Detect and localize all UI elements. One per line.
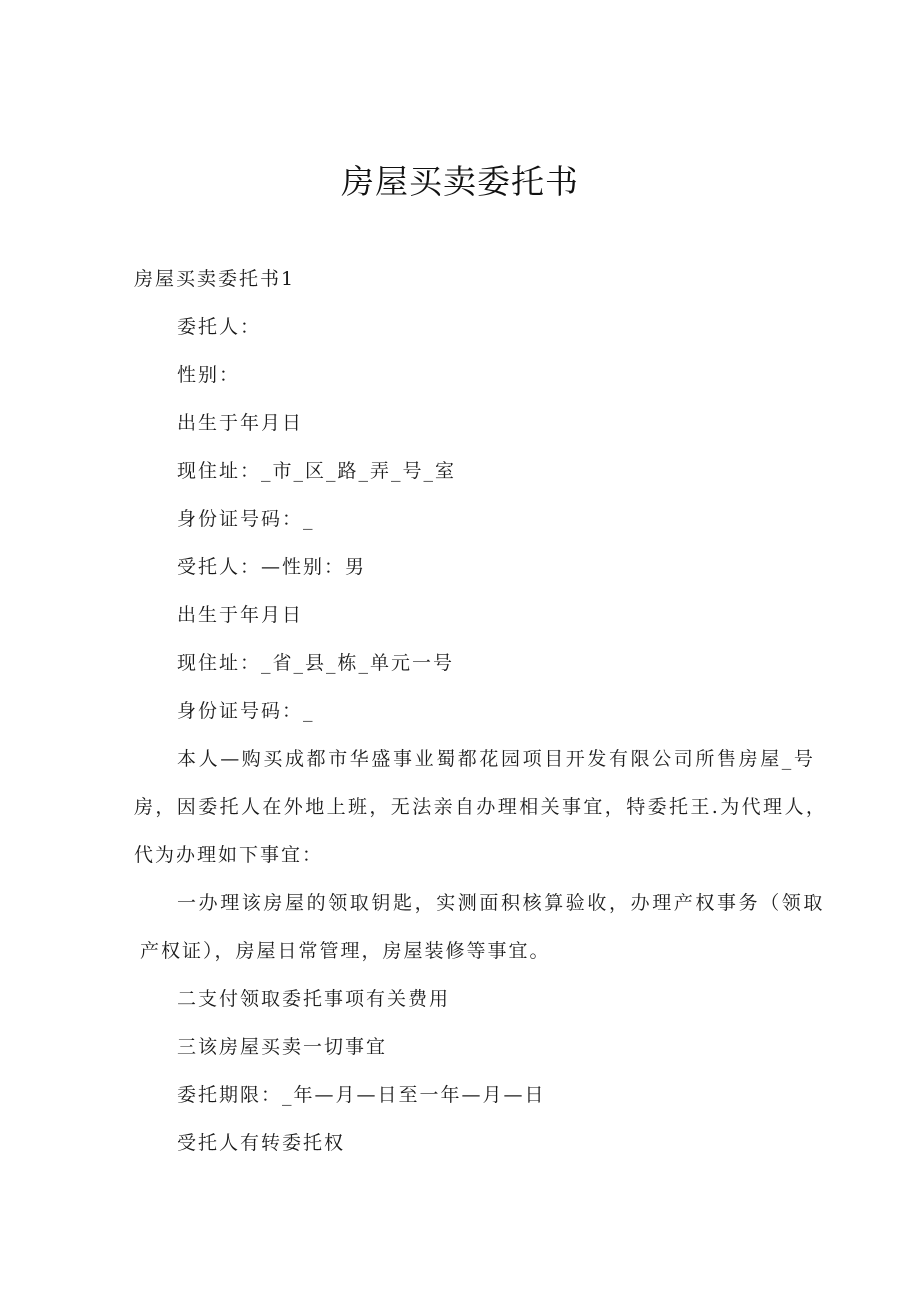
paragraph-line: 本人—购买成都市华盛事业蜀都花园项目开发有限公司所售房屋_号 bbox=[177, 748, 816, 770]
principal-gender-label: 性别： bbox=[177, 364, 241, 386]
agent-line: 受托人：—性别：男 bbox=[177, 556, 367, 578]
agent-address-line: 现住址：_省_县_栋_单元一号 bbox=[177, 652, 455, 674]
agent-id-line: 身份证号码：_ bbox=[177, 700, 315, 722]
paragraph-line: 房，因委托人在外地上班，无法亲自办理相关事宜，特委托王.为代理人， bbox=[134, 796, 828, 818]
principal-id-line: 身份证号码：_ bbox=[177, 508, 315, 530]
period-line: 委托期限：_年—月—日至一年—月—日 bbox=[177, 1084, 546, 1106]
paragraph-line: 代为办理如下事宜： bbox=[134, 844, 324, 866]
document-title: 房屋买卖委托书 bbox=[341, 162, 579, 201]
document-subtitle: 房屋买卖委托书1 bbox=[134, 268, 296, 290]
principal-label: 委托人： bbox=[177, 316, 262, 338]
item-one-line: 产权证），房屋日常管理，房屋装修等事宜。 bbox=[140, 940, 551, 962]
item-two-line: 二支付领取委托事项有关费用 bbox=[177, 988, 451, 1010]
agent-birth-line: 出生于年月日 bbox=[177, 604, 304, 626]
item-three-line: 三该房屋买卖一切事宜 bbox=[177, 1036, 388, 1058]
principal-birth-line: 出生于年月日 bbox=[177, 412, 304, 434]
item-one-line: 一办理该房屋的领取钥匙，实测面积核算验收，办理产权事务（领取 bbox=[177, 892, 826, 914]
principal-address-line: 现住址：_市_区_路_弄_号_室 bbox=[177, 460, 457, 482]
transfer-line: 受托人有转委托权 bbox=[177, 1132, 346, 1154]
